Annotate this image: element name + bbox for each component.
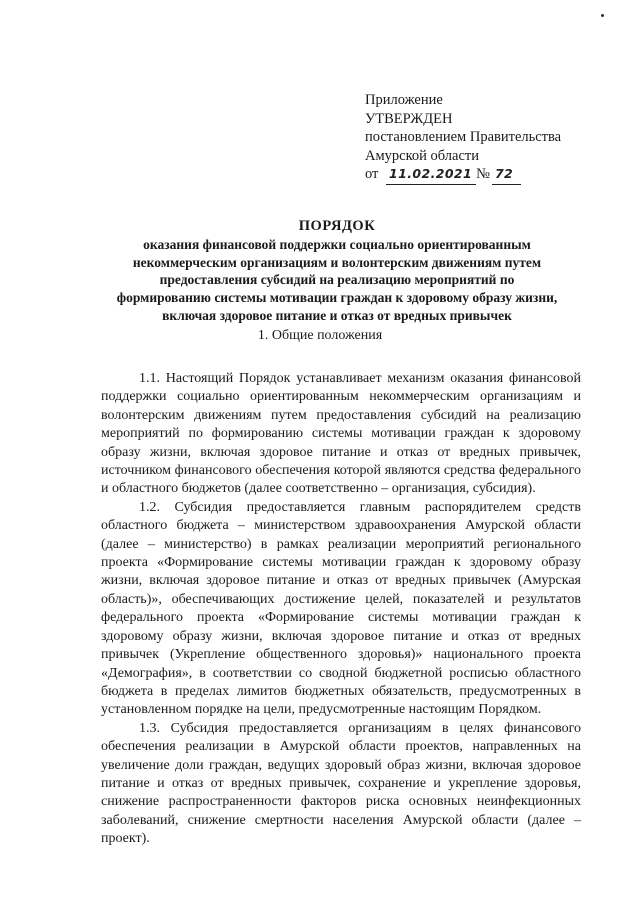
approval-resolution: постановлением Правительства [365,129,562,145]
document-body [101,370,581,849]
paragraph-1-3: 1.3. Субсидия предоставляется организациям в целях финансового обеспечения реализации в Амурской области проектов, направленных на увеличение доли граждан, ведущих здоровый образ жизни, включая здоровое питание и отказ от вредных привычек, сохранение и укрепление здоровья, снижение распространенности факторов риска основных неинфекционных заболеваний, снижение смертности населения Амурской области (далее – проект). [101,720,581,847]
number-sign: № [476,166,490,182]
scan-mark [601,14,604,17]
title-line-4: формированию системы мотивации граждан к здоровому образу жизни, [116,290,558,306]
document-title [100,218,574,325]
title-line-5: включая здоровое питание и отказ от вредных привычек [162,307,512,323]
approval-block [365,91,615,185]
paragraph-1-1: 1.1. Настоящий Порядок устанавливает механизм оказания финансовой поддержки социально ориентированным некоммерческим организациям и волонтерским движениям путем предоставления субсидий на реализацию мероприятий по формированию системы мотивации граждан к здоровому образу жизни, включая здоровое питание и отказ от вредных привычек, источником финансового обеспечения которой являются средства федерального и областного бюджетов (далее соответственно – организация, субсидия). [101,371,581,497]
approval-approved: УТВЕРЖДЕН [365,110,453,127]
approval-date-line [365,165,615,185]
paragraph-1-2: 1.2. Субсидия предоставляется главным распорядителем средств областного бюджета – министерством здравоохранения Амурской области (далее – министерство) в рамках реализации мероприятий регионального проекта «Формирование системы мотивации граждан к здоровому образу жизни, включая здоровое питание и отказ от вредных привычек (Амурская область)», обеспечивающих достижение целей, показателей и результатов федерального проекта «Формирование системы мотивации граждан к здоровому образу жизни, включая здоровое питание и отказ от вредных привычек (Укрепление общественного здоровья)» национального проекта «Демография», в соответствии со сводной бюджетной росписью областного бюджета в пределах лимитов бюджетных обязательств, предусмотренных в установленном порядке на цели, предусмотренные настоящим Порядком. [101,499,581,718]
title-line-2: некоммерческим организациям и волонтерским движениям путем [132,254,542,270]
date-prefix: от [365,166,379,182]
approval-appendix: Приложение [365,92,443,108]
handwritten-date: 11.02.2021 [386,165,476,185]
approval-region: Амурской области [365,147,479,164]
title-heading: ПОРЯДОК [298,218,376,234]
handwritten-number: 72 [492,165,521,185]
section-title: 1. Общие положения [257,328,383,343]
title-line-3: предоставления субсидий на реализацию мероприятий по [159,272,515,288]
title-line-1: оказания финансовой поддержки социально ориентированным [143,236,531,252]
